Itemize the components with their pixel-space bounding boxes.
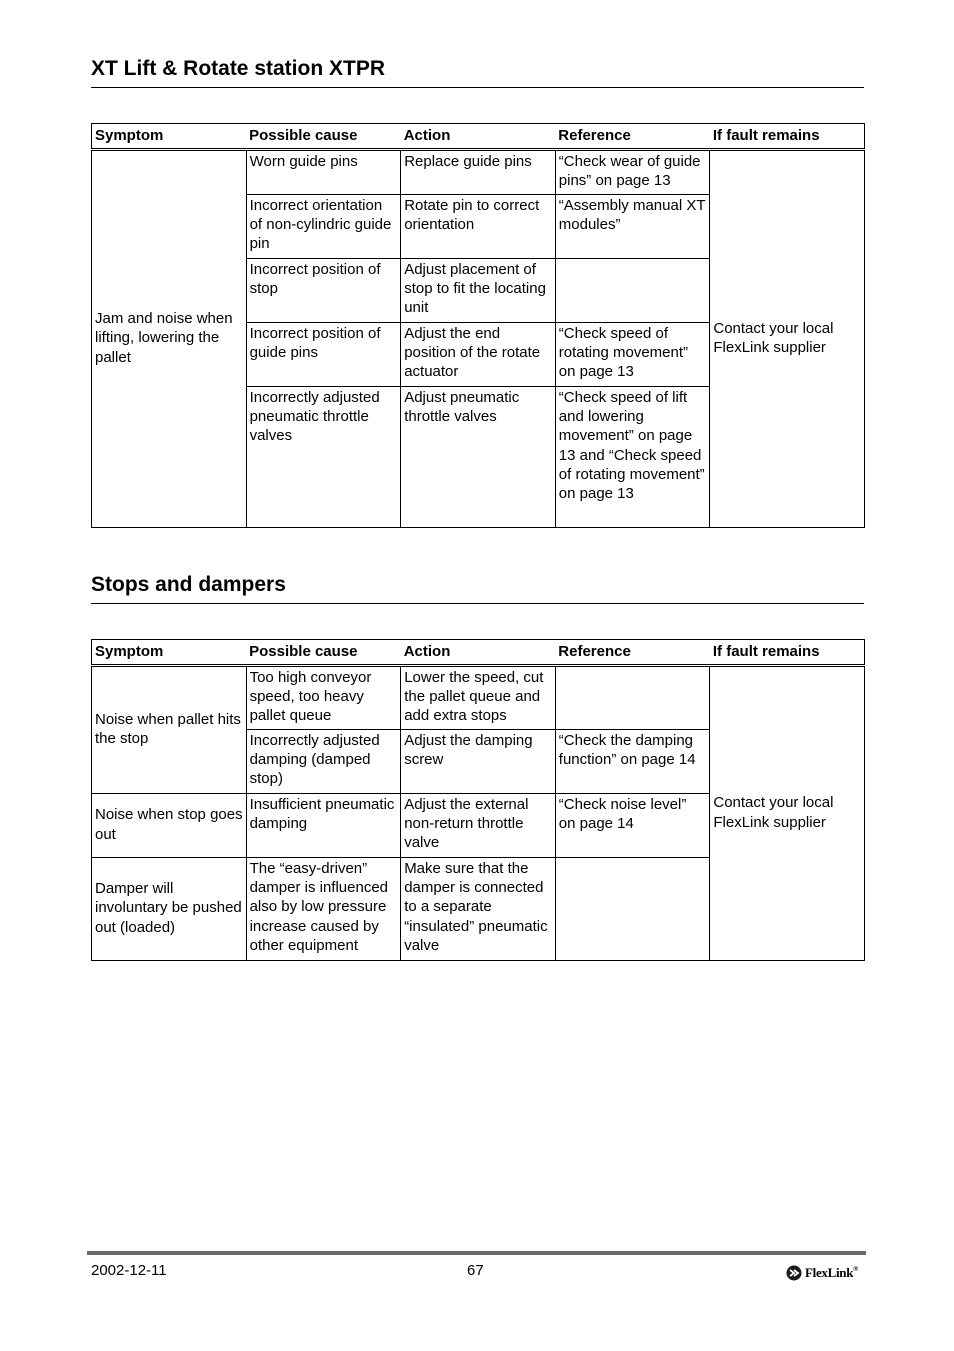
header-symptom: Symptom	[92, 640, 247, 666]
action-cell: Adjust pneumatic throttle valves	[401, 387, 556, 528]
symptom-cell: Damper will involuntary be pushed out (loaded)	[92, 858, 247, 961]
flexlink-logo-icon	[786, 1265, 802, 1281]
action-cell: Adjust the external non-return throttle valve	[401, 794, 556, 858]
header-reference: Reference	[555, 640, 710, 666]
reference-cell: “Check speed of rotating movement” on page 13	[555, 323, 710, 387]
footer-date: 2002-12-11	[91, 1262, 167, 1279]
table-row	[92, 150, 865, 195]
symptom-cell: Noise when stop goes out	[92, 794, 247, 858]
action-cell: Make sure that the damper is connected to a separate “insulated” pneumatic valve	[401, 858, 556, 961]
reference-cell: “Check noise level” on page 14	[555, 794, 710, 858]
cause-cell: Incorrect position of stop	[246, 259, 401, 323]
cause-cell: The “easy-driven” damper is influenced also by low pressure increase caused by other equipment	[246, 858, 401, 961]
header-if-fault-remains: If fault remains	[710, 124, 865, 150]
flexlink-logo	[786, 1264, 858, 1282]
action-cell: Rotate pin to correct orientation	[401, 195, 556, 259]
header-symptom: Symptom	[92, 124, 247, 150]
header-reference: Reference	[555, 124, 710, 150]
cause-cell: Worn guide pins	[246, 150, 401, 195]
header-action: Action	[401, 124, 556, 150]
fault-remains-cell: Contact your local FlexLink supplier	[710, 150, 865, 528]
table-row	[92, 666, 865, 730]
header-possible-cause: Possible cause	[246, 640, 401, 666]
action-cell: Replace guide pins	[401, 150, 556, 195]
page-number: 67	[467, 1262, 484, 1279]
header-action: Action	[401, 640, 556, 666]
action-cell: Adjust the end position of the rotate actuator	[401, 323, 556, 387]
reference-cell: “Check wear of guide pins” on page 13	[555, 150, 710, 195]
footer-divider	[87, 1251, 866, 1255]
cause-cell: Too high conveyor speed, too heavy pallet queue	[246, 666, 401, 730]
cause-cell: Incorrectly adjusted pneumatic throttle valves	[246, 387, 401, 528]
cause-cell: Incorrectly adjusted damping (damped stop)	[246, 730, 401, 794]
action-cell: Adjust placement of stop to fit the locating unit	[401, 259, 556, 323]
troubleshooting-table-stops-dampers	[91, 639, 865, 961]
reference-cell: “Check the damping function” on page 14	[555, 730, 710, 794]
cause-cell: Incorrect orientation of non-cylindric guide pin	[246, 195, 401, 259]
action-cell: Adjust the damping screw	[401, 730, 556, 794]
reference-cell: “Assembly manual XT modules”	[555, 195, 710, 259]
fault-remains-cell: Contact your local FlexLink supplier	[710, 666, 865, 961]
reference-cell: “Check speed of lift and lowering movement” on page 13 and “Check speed of rotating movement” on page 13	[555, 387, 710, 528]
reference-cell	[555, 858, 710, 961]
table-header-row	[92, 124, 865, 150]
page-title: XT Lift & Rotate station XTPR	[91, 57, 864, 88]
symptom-cell: Noise when pallet hits the stop	[92, 666, 247, 794]
header-possible-cause: Possible cause	[246, 124, 401, 150]
reference-cell	[555, 259, 710, 323]
section-title-stops-dampers: Stops and dampers	[91, 573, 864, 604]
cause-cell: Insufficient pneumatic damping	[246, 794, 401, 858]
symptom-cell: Jam and noise when lifting, lowering the pallet	[92, 150, 247, 528]
action-cell: Lower the speed, cut the pallet queue and add extra stops	[401, 666, 556, 730]
header-if-fault-remains: If fault remains	[710, 640, 865, 666]
logo-wordmark: FlexLink®	[805, 1265, 859, 1280]
cause-cell: Incorrect position of guide pins	[246, 323, 401, 387]
troubleshooting-table-lift-rotate	[91, 123, 865, 528]
table-header-row	[92, 640, 865, 666]
reference-cell	[555, 666, 710, 730]
